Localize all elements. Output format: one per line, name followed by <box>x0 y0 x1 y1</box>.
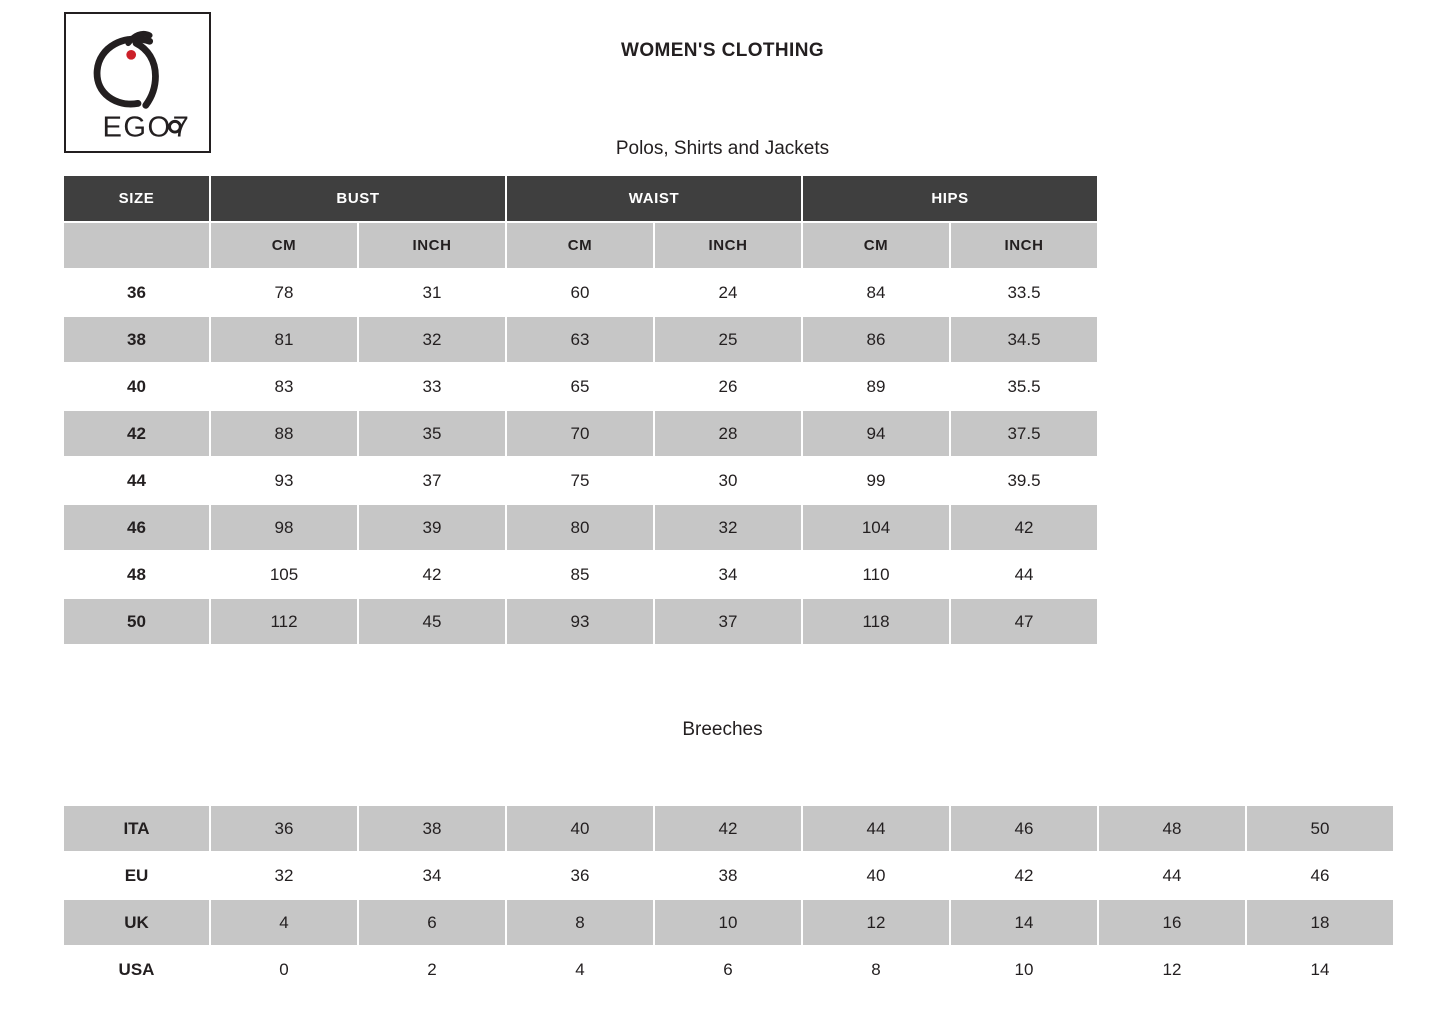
cell-size-value: 48 <box>1099 806 1245 851</box>
cell-system-label: ITA <box>64 806 209 851</box>
cell-size-value: 40 <box>507 806 653 851</box>
cell-waist-in: 28 <box>655 411 801 456</box>
cell-size-value: 12 <box>803 900 949 945</box>
cell-size-value: 10 <box>951 947 1097 992</box>
table-row <box>64 411 1097 456</box>
cell-size-value: 18 <box>1247 900 1393 945</box>
cell-size-value: 8 <box>803 947 949 992</box>
page-header <box>0 0 1445 160</box>
cell-bust-cm: 88 <box>211 411 357 456</box>
cell-hips-in: 47 <box>951 599 1097 644</box>
cell-hips-cm: 99 <box>803 458 949 503</box>
cell-size-value: 2 <box>359 947 505 992</box>
cell-size-value: 4 <box>211 900 357 945</box>
cell-hips-cm: 84 <box>803 270 949 315</box>
cell-size-value: 14 <box>1247 947 1393 992</box>
table-header-groups <box>64 176 1097 221</box>
cell-bust-in: 42 <box>359 552 505 597</box>
header-bust-inch: INCH <box>359 223 505 268</box>
cell-size-value: 16 <box>1099 900 1245 945</box>
cell-bust-in: 31 <box>359 270 505 315</box>
cell-size: 48 <box>64 552 209 597</box>
cell-size: 40 <box>64 364 209 409</box>
cell-size: 42 <box>64 411 209 456</box>
cell-hips-in: 33.5 <box>951 270 1097 315</box>
section-caption-polos: Polos, Shirts and Jackets <box>615 138 830 159</box>
brand-logo <box>64 12 211 153</box>
cell-size: 36 <box>64 270 209 315</box>
cell-size-value: 34 <box>359 853 505 898</box>
cell-waist-cm: 85 <box>507 552 653 597</box>
ego7-logo-icon <box>66 14 209 151</box>
cell-size-value: 38 <box>655 853 801 898</box>
table-row <box>64 552 1097 597</box>
cell-hips-cm: 118 <box>803 599 949 644</box>
cell-hips-cm: 86 <box>803 317 949 362</box>
cell-bust-cm: 98 <box>211 505 357 550</box>
cell-size-value: 14 <box>951 900 1097 945</box>
breeches-conversion-table <box>62 804 1395 994</box>
cell-size-value: 36 <box>507 853 653 898</box>
header-waist-cm: CM <box>507 223 653 268</box>
womens-size-table <box>62 174 1099 646</box>
header-bust: BUST <box>211 176 505 221</box>
cell-bust-cm: 112 <box>211 599 357 644</box>
table-row <box>64 806 1393 851</box>
cell-bust-cm: 93 <box>211 458 357 503</box>
table-row <box>64 853 1393 898</box>
cell-bust-in: 37 <box>359 458 505 503</box>
cell-system-label: USA <box>64 947 209 992</box>
svg-text:7: 7 <box>172 111 189 144</box>
cell-waist-in: 37 <box>655 599 801 644</box>
header-size: SIZE <box>64 176 209 221</box>
cell-hips-in: 39.5 <box>951 458 1097 503</box>
cell-bust-in: 33 <box>359 364 505 409</box>
cell-bust-cm: 81 <box>211 317 357 362</box>
cell-hips-cm: 94 <box>803 411 949 456</box>
table-row <box>64 364 1097 409</box>
header-waist-inch: INCH <box>655 223 801 268</box>
cell-bust-in: 32 <box>359 317 505 362</box>
table-row <box>64 458 1097 503</box>
cell-hips-in: 37.5 <box>951 411 1097 456</box>
cell-size-value: 4 <box>507 947 653 992</box>
cell-size-value: 6 <box>359 900 505 945</box>
cell-waist-in: 34 <box>655 552 801 597</box>
cell-waist-in: 32 <box>655 505 801 550</box>
cell-size-value: 6 <box>655 947 801 992</box>
header-unit-blank <box>64 223 209 268</box>
table-row <box>64 270 1097 315</box>
cell-size: 50 <box>64 599 209 644</box>
cell-bust-in: 35 <box>359 411 505 456</box>
cell-bust-in: 39 <box>359 505 505 550</box>
cell-hips-cm: 110 <box>803 552 949 597</box>
cell-hips-cm: 89 <box>803 364 949 409</box>
table-row <box>64 900 1393 945</box>
table-row <box>64 505 1097 550</box>
cell-waist-in: 24 <box>655 270 801 315</box>
cell-bust-cm: 105 <box>211 552 357 597</box>
cell-size-value: 46 <box>1247 853 1393 898</box>
cell-size-value: 42 <box>655 806 801 851</box>
cell-size: 38 <box>64 317 209 362</box>
cell-size: 46 <box>64 505 209 550</box>
cell-size-value: 8 <box>507 900 653 945</box>
cell-waist-cm: 93 <box>507 599 653 644</box>
cell-system-label: EU <box>64 853 209 898</box>
cell-size-value: 32 <box>211 853 357 898</box>
cell-waist-cm: 80 <box>507 505 653 550</box>
cell-size-value: 44 <box>803 806 949 851</box>
cell-size-value: 50 <box>1247 806 1393 851</box>
cell-waist-in: 26 <box>655 364 801 409</box>
svg-text:EGO: EGO <box>102 111 172 144</box>
cell-hips-in: 35.5 <box>951 364 1097 409</box>
header-hips-cm: CM <box>803 223 949 268</box>
cell-size: 44 <box>64 458 209 503</box>
header-bust-cm: CM <box>211 223 357 268</box>
cell-hips-in: 44 <box>951 552 1097 597</box>
cell-hips-in: 34.5 <box>951 317 1097 362</box>
table-row <box>64 947 1393 992</box>
table-header-units <box>64 223 1097 268</box>
cell-bust-cm: 78 <box>211 270 357 315</box>
cell-waist-cm: 75 <box>507 458 653 503</box>
cell-hips-cm: 104 <box>803 505 949 550</box>
header-hips: HIPS <box>803 176 1097 221</box>
cell-size-value: 40 <box>803 853 949 898</box>
cell-waist-cm: 63 <box>507 317 653 362</box>
cell-size-value: 38 <box>359 806 505 851</box>
cell-size-value: 46 <box>951 806 1097 851</box>
table-row <box>64 599 1097 644</box>
header-waist: WAIST <box>507 176 801 221</box>
cell-waist-cm: 70 <box>507 411 653 456</box>
cell-hips-in: 42 <box>951 505 1097 550</box>
cell-waist-cm: 65 <box>507 364 653 409</box>
cell-size-value: 10 <box>655 900 801 945</box>
header-hips-inch: INCH <box>951 223 1097 268</box>
cell-waist-in: 25 <box>655 317 801 362</box>
cell-size-value: 12 <box>1099 947 1245 992</box>
cell-size-value: 0 <box>211 947 357 992</box>
cell-bust-cm: 83 <box>211 364 357 409</box>
cell-bust-in: 45 <box>359 599 505 644</box>
section-caption-breeches: Breeches <box>682 719 763 740</box>
cell-waist-cm: 60 <box>507 270 653 315</box>
cell-system-label: UK <box>64 900 209 945</box>
table-row <box>64 317 1097 362</box>
page-title: WOMEN'S CLOTHING <box>620 40 824 61</box>
cell-waist-in: 30 <box>655 458 801 503</box>
cell-size-value: 44 <box>1099 853 1245 898</box>
cell-size-value: 42 <box>951 853 1097 898</box>
cell-size-value: 36 <box>211 806 357 851</box>
